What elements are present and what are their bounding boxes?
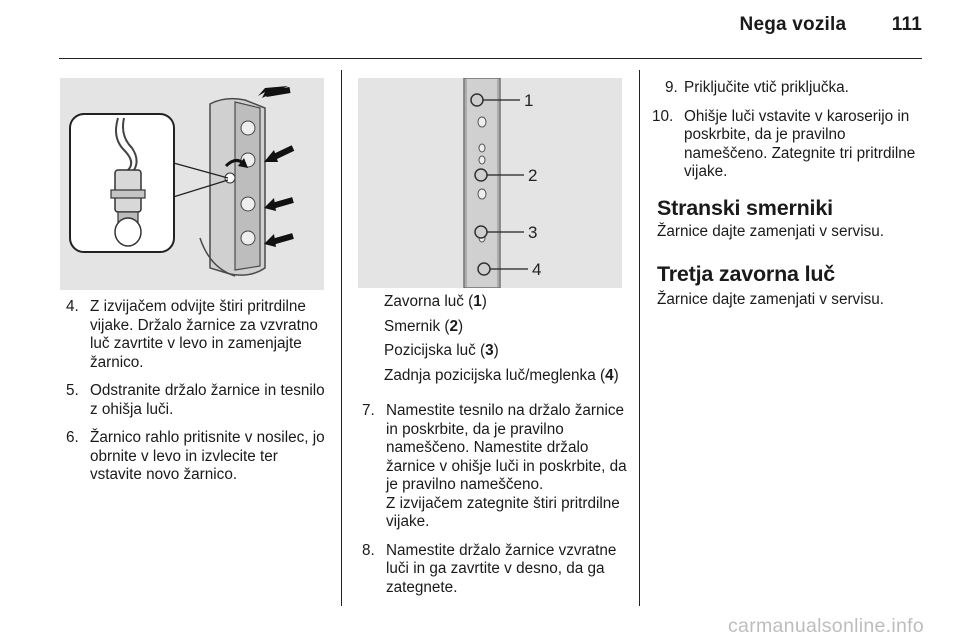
steps-column-2 <box>362 402 632 607</box>
section-heading-third-brake-light: Tretja zavorna luč <box>657 262 836 286</box>
page-title: Nega vozila <box>739 14 847 35</box>
step-item: 5. Odstranite držalo žarnice in tesnilo z ohišja luči. <box>66 382 325 418</box>
callout-3: 3 <box>528 223 538 242</box>
page-header <box>740 14 922 36</box>
callout-2: 2 <box>528 166 538 185</box>
steps-column-1 <box>66 298 332 495</box>
step-item: 6. Žarnico rahlo pritisnite v nosilec, jo obrnite v levo in izvlecite ter vstavite novo žarnico. <box>66 429 325 483</box>
legend-item: Smernik (2) <box>384 317 464 335</box>
step-item: 4. Z izvijačem odvijte štiri pritrdilne vijake. Držalo žarnice za vzvratno luč zavrtite v levo in zamenjajte žarnico. <box>66 298 318 371</box>
column-divider-1 <box>341 70 342 606</box>
legend-item: Zavorna luč (1) <box>384 293 487 310</box>
lamp-layout-figure <box>358 78 622 288</box>
step-item: 8. Namestite držalo žarnice vzvratne luči in ga zavrtite v desno, da ga zategnete. <box>362 541 617 596</box>
column-divider-2 <box>639 70 640 606</box>
step-item: 10. Ohišje luči vstavite v karoserijo in poskrbite, da je pravilno nameščeno. Zategnite tri pritrdilne vijake. <box>652 107 916 180</box>
figure-legend <box>384 293 624 391</box>
watermark: carmanualsonline.info <box>728 615 924 637</box>
page-number: 111 <box>891 14 922 35</box>
legend-item: Zadnja pozicijska luč/meglenka (4) <box>384 366 619 384</box>
legend-item: Pozicijska luč (3) <box>384 342 499 359</box>
callout-4: 4 <box>532 260 542 279</box>
section-body-side-indicators: Žarnice dajte zamenjati v servisu. <box>657 223 884 240</box>
bulb-holder-figure <box>60 78 324 290</box>
step-item: 9. Priključite vtič priključka. <box>665 79 849 96</box>
step-item: 7. Namestite tesnilo na držalo žarnice in poskrbite, da je pravilno nameščeno. Namestite držalo žarnice v ohišje luči in poskrbite, da je pravilno nameščeno. Z izvijačem zategnite štiri pritrdilne vijake. <box>362 402 627 530</box>
section-body-third-brake-light: Žarnice dajte zamenjati v servisu. <box>657 291 884 308</box>
callout-1: 1 <box>524 91 534 110</box>
section-heading-side-indicators: Stranski smerniki <box>657 196 833 220</box>
header-rule <box>59 58 922 59</box>
steps-column-3 <box>652 79 924 192</box>
